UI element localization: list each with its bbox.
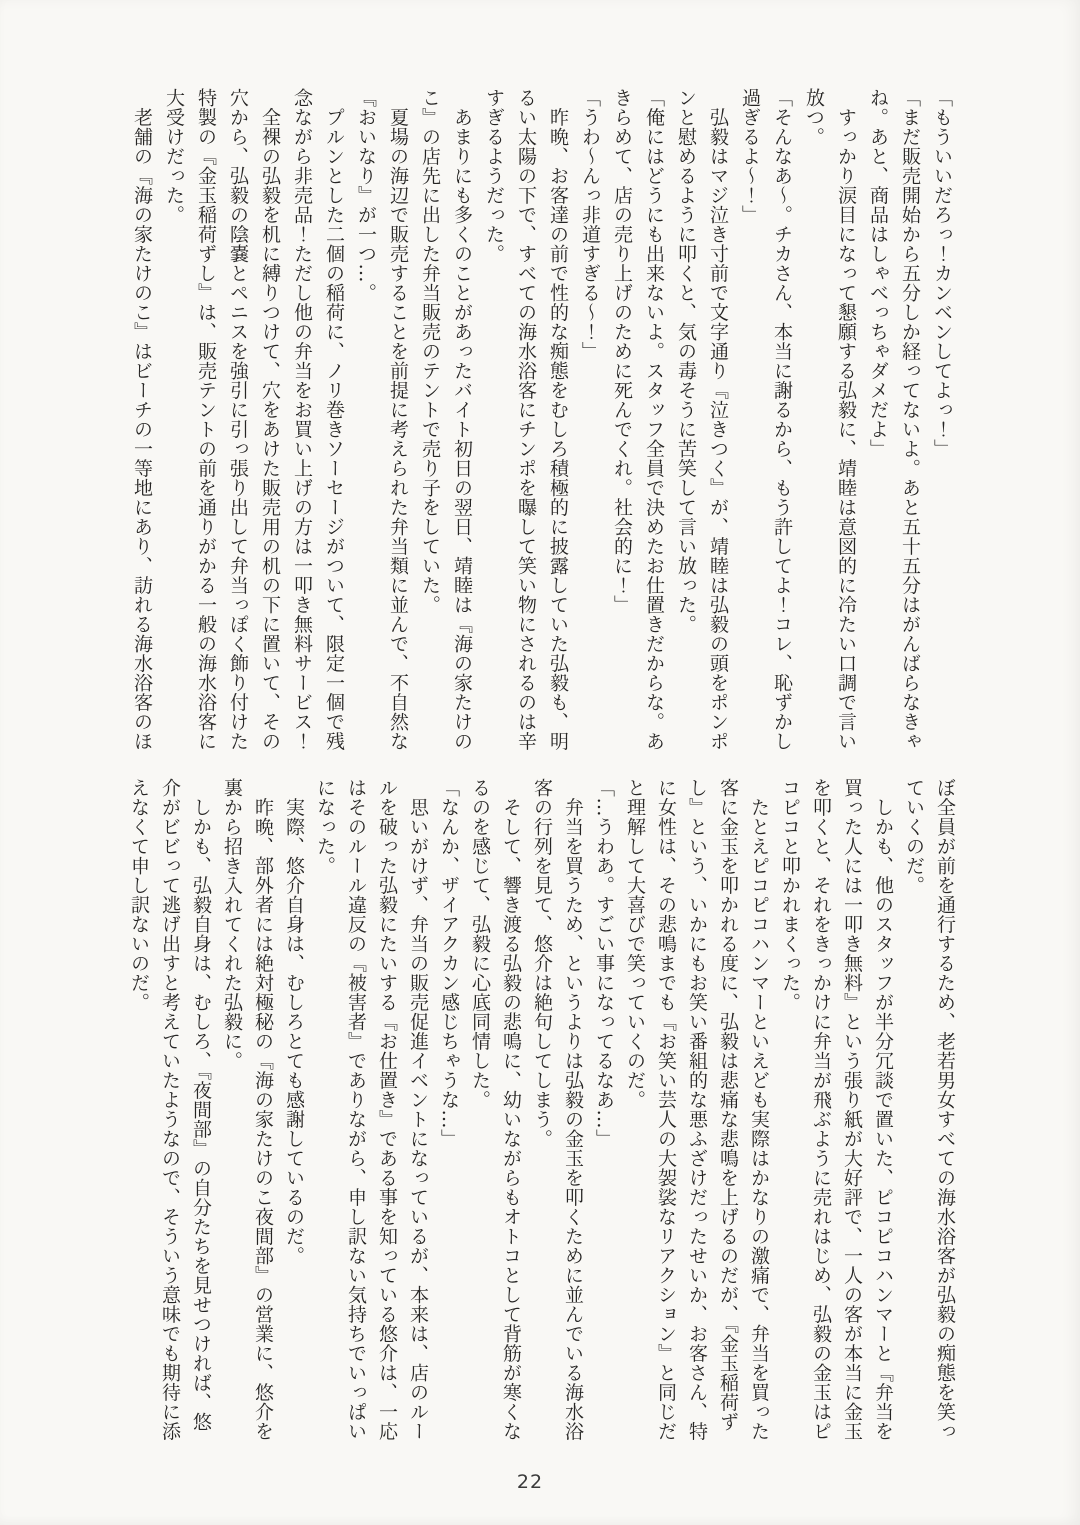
text-column: 穴から、弘毅の陰嚢とペニスを強引に引っ張り出して弁当っぽく飾り付けた bbox=[227, 88, 249, 751]
text-column: 買った人には一叩き無料』という張り紙が大好評で、一人の客が本当に金玉 bbox=[841, 778, 863, 1441]
text-column: ね。あと、商品はしゃべっちゃダメだよ」 bbox=[867, 88, 889, 459]
text-column: し』という、いかにもお笑い番組的な悪ふざけだったせいか、お客さん、特 bbox=[686, 778, 708, 1441]
text-column: すっかり涙目になって懇願する弘毅に、靖睦は意図的に冷たい口調で言い bbox=[835, 88, 857, 751]
text-column: ルを破った弘毅にたいする『お仕置き』である事を知っている悠介は、一応 bbox=[376, 778, 398, 1441]
text-column: 大受けだった。 bbox=[163, 88, 185, 225]
text-column: たとえピコピコハンマーといえども実際はかなりの激痛で、弁当を買った bbox=[748, 778, 770, 1441]
text-column: るい太陽の下で、すべての海水浴客にチンポを曝して笑い物にされるのは辛 bbox=[515, 88, 537, 751]
text-column: 「俺にはどうにも出来ないよ。スタッフ全員で決めたお仕置きだからな。あ bbox=[643, 88, 665, 751]
text-column: 念ながら非売品！ただし他の弁当をお買い上げの方は一叩き無料サービス！ bbox=[291, 88, 313, 751]
text-column: 昨晩、お客達の前で性的な痴態をむしろ積極的に披露していた弘毅も、明 bbox=[547, 88, 569, 751]
text-column: 夏場の海辺で販売することを前提に考えられた弁当類に並んで、不自然な bbox=[387, 88, 409, 751]
text-column: プルンとした二個の稲荷に、ノリ巻きソーセージがついて、限定一個で残 bbox=[323, 88, 345, 751]
text-column: 「もういいだろっ！カンベンしてよっ！」 bbox=[931, 88, 953, 459]
text-column: そして、響き渡る弘毅の悲鳴に、幼いながらもオトコとして背筋が寒くな bbox=[500, 778, 522, 1441]
text-column: 客の行列を見て、悠介は絶句してしまう。 bbox=[531, 778, 553, 1149]
text-column: 「うわ〜んっ非道すぎる〜！」 bbox=[579, 88, 601, 361]
text-column: 「そんなあ〜。チカさん、本当に謝るから、もう許してよ！コレ、恥ずかし bbox=[771, 88, 793, 751]
text-column: るのを感じて、弘毅に心底同情した。 bbox=[469, 778, 491, 1110]
text-column: すぎるようだった。 bbox=[483, 88, 505, 264]
text-column: はそのルール違反の『被害者』でありながら、申し訳ない気持ちでいっぱい bbox=[345, 778, 367, 1441]
text-column: ンと慰めるように叩くと、気の毒そうに苦笑して言い放った。 bbox=[675, 88, 697, 634]
text-column: 『おいなり』が一つ…。 bbox=[355, 88, 377, 303]
text-column: しかも、他のスタッフが半分冗談で置いた、ピコピコハンマーと『弁当を bbox=[872, 778, 894, 1441]
text-column: しかも、弘毅自身は、むしろ、『夜間部』の自分たちを見せつければ、悠 bbox=[190, 778, 212, 1432]
text-column: 客に金玉を叩かれる度に、弘毅は悲痛な悲鳴を上げるのだが、『金玉稲荷ず bbox=[717, 778, 739, 1432]
text-column: 放つ。 bbox=[803, 88, 825, 147]
text-column: 実際、悠介自身は、むしろとても感謝しているのだ。 bbox=[283, 778, 305, 1266]
text-column: えなくて申し訳ないのだ。 bbox=[128, 778, 150, 1012]
text-column: 思いがけず、弁当の販売促進イベントになっているが、本来は、店のルー bbox=[407, 778, 429, 1441]
text-column: に女性は、その悲鳴までも『お笑い芸人の大袈裟なリアクション』と同じだ bbox=[655, 778, 677, 1441]
text-column: こ』の店先に出した弁当販売のテントで売り子をしていた。 bbox=[419, 88, 441, 615]
text-column: 裏から招き入れてくれた弘毅に。 bbox=[221, 778, 243, 1071]
text-column: ぼ全員が前を通行するため、老若男女すべての海水浴客が弘毅の痴態を笑っ bbox=[934, 778, 956, 1441]
text-column: 過ぎるよ〜！」 bbox=[739, 88, 761, 225]
text-column: になった。 bbox=[314, 778, 336, 876]
text-column: と理解して大喜びで笑っていくのだ。 bbox=[624, 778, 646, 1110]
text-column: あまりにも多くのことがあったバイト初日の翌日、靖睦は『海の家たけの bbox=[451, 88, 473, 751]
top-text-block bbox=[126, 88, 958, 752]
text-column: 昨晩、部外者には絶対極秘の『海の家たけのこ夜間部』の営業に、悠介を bbox=[252, 778, 274, 1441]
text-column: 「なんか、ザイアクカン感じちゃうな…」 bbox=[438, 778, 460, 1149]
page-number: 22 bbox=[516, 1471, 544, 1493]
text-column: 介がビビって逃げ出すと考えていたようなので、そういう意味でも期待に添 bbox=[159, 778, 181, 1441]
text-column: コピコと叩かれまくった。 bbox=[779, 778, 801, 1012]
text-column: 全裸の弘毅を机に縛りつけて、穴をあけた販売用の机の下に置いて、その bbox=[259, 88, 281, 751]
text-column: 老舗の『海の家たけのこ』はビーチの一等地にあり、訪れる海水浴客のほ bbox=[131, 88, 153, 751]
bottom-text-block bbox=[123, 778, 960, 1454]
text-column: 「…うわあ。すごい事になってるなあ…」 bbox=[593, 778, 615, 1149]
text-column: 弘毅はマジ泣き寸前で文字通り『泣きつく』が、靖睦は弘毅の頭をポンポ bbox=[707, 88, 729, 751]
text-column: を叩くと、それをきっかけに弁当が飛ぶように売れはじめ、弘毅の金玉はピ bbox=[810, 778, 832, 1441]
text-column: 弁当を買うため、というよりは弘毅の金玉を叩くために並んでいる海水浴 bbox=[562, 778, 584, 1441]
text-column: ていくのだ。 bbox=[903, 778, 925, 895]
text-column: 特製の『金玉稲荷ずし』は、販売テントの前を通りがかる一般の海水浴客に bbox=[195, 88, 217, 751]
text-column: 「まだ販売開始から五分しか経ってないよ。あと五十五分はがんばらなきゃ bbox=[899, 88, 921, 751]
text-column: きらめて、店の売り上げのために死んでくれ。社会的に！」 bbox=[611, 88, 633, 615]
